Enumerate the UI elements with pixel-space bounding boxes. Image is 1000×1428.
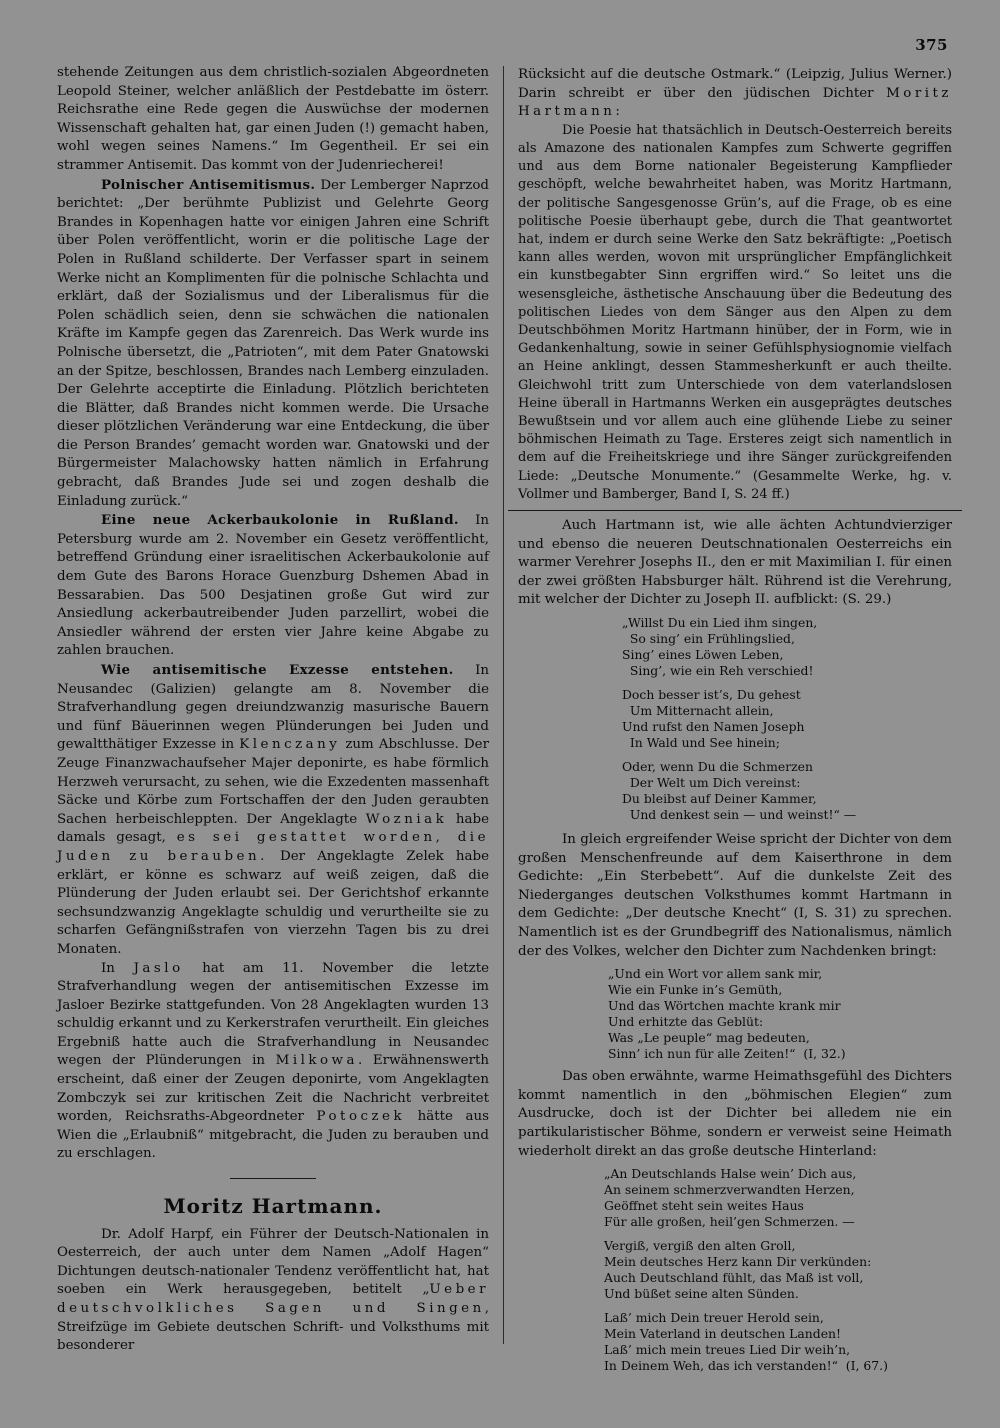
poem-line: Laß’ mich mein treues Lied Dir weih’n,	[604, 1342, 851, 1358]
poem-stanza	[622, 687, 952, 751]
headline-moritz-hartmann: Moritz Hartmann.	[163, 1194, 383, 1219]
poem-line: „Willst Du ein Lied ihm singen,	[622, 615, 818, 631]
spaced-place-name: Klenczany	[239, 737, 341, 753]
article-text: . Erwähnenswerth erscheint, daß einer der Zeugen deponirte, vom Angeklagten Zombczyk sei zur kritischen Zeit die Nachricht verbreitet worden, Reichsraths-Abgeordneter	[57, 1053, 489, 1125]
poem-stanza	[604, 1238, 952, 1302]
spaced-place-name: Jaslo	[133, 960, 184, 976]
poem-line: Für alle großen, heil’gen Schmerzen. —	[604, 1214, 855, 1230]
poem-le-peuple	[518, 966, 952, 1062]
paragraph-steiner: stehende Zeitungen aus dem christlich-sozialen Abgeordneten Leopold Steiner, welcher anläßlich der Pestdebatte im österr. Reichsrathe eine Rede gegen die Auswüchse der modernen Wissenschaft gehalten hat, gar einen Juden (!) gemacht haben, wohl wegen seines Namens.“ Im Gegentheil. Er sei ein strammer Antisemit. Das kommt von der Judenriecherei!	[57, 65, 489, 173]
paragraph-jaslo	[57, 960, 489, 1165]
poem-line: Und das Wörtchen machte krank mir	[608, 998, 841, 1014]
poem-line: Mein deutsches Herz kann Dir verkünden:	[604, 1254, 872, 1270]
article-polish-antisemitism	[57, 176, 489, 512]
poem-line: Der Welt um Dich vereinst:	[622, 775, 801, 791]
article-text: hätte aus Wien die „Erlaubniß“ mitgebracht, die Juden zu berauben und zu erschlagen.	[57, 1109, 489, 1162]
section-title-antisemitic-excesses: Wie antisemitische Exzesse entstehen.	[101, 662, 454, 678]
poem-line: Oder, wenn Du die Schmerzen	[622, 759, 813, 775]
paragraph-heimath: Das oben erwähnte, warme Heimathsgefühl des Dichters kommt namentlich in den „böhmischen Elegien“ zum Ausdrucke, doch ist der Dichter bei alledem nie ein partikularistischer Böhme, sondern er verweist seine Heimath wiederholt direkt an das große deutsche Hinterland:	[518, 1069, 952, 1159]
article-text: Rücksicht auf die deutsche Ostmark.“ (Leipzig, Julius Werner.) Darin schreibt er über den jüdischen Dichter	[518, 67, 952, 101]
poem-line: Wie ein Funke in’s Gemüth,	[608, 982, 783, 998]
poem-line-with-citation	[604, 1358, 952, 1374]
spaced-person-name: Moritz Hartmann	[518, 85, 952, 120]
poem-line: Sing’ eines Löwen Leben,	[622, 647, 784, 663]
poem-joseph	[518, 615, 952, 823]
poem-line: Und denkest sein — und weinst!“ —	[622, 807, 857, 823]
citation: (I, 32.)	[795, 1046, 846, 1062]
article-text: Dr. Adolf Harpf, ein Führer der Deutsch-Nationalen in Oesterreich, der auch unter dem Namen „Adolf Hagen“ Dichtungen deutsch-nationaler Tendenz veröffentlicht hat, hat soeben ein Werk herausgegeben, betitelt „	[57, 1226, 489, 1298]
poem-stanza	[622, 759, 952, 823]
poem-line: „Und ein Wort vor allem sank mir,	[608, 966, 823, 982]
poem-line: Und büßet seine alten Sünden.	[604, 1286, 799, 1302]
horizontal-rule	[508, 510, 962, 511]
poem-line: „An Deutschlands Halse wein’ Dich aus,	[604, 1166, 857, 1182]
poem-line: Laß’ mich Dein treuer Herold sein,	[604, 1310, 824, 1326]
poem-line: In Deinem Weh, das ich verstanden!“	[604, 1358, 838, 1374]
poem-line: Du bleibst auf Deiner Kammer,	[622, 791, 817, 807]
page-number: 375	[915, 36, 948, 54]
poem-line: Geöffnet steht sein weites Haus	[604, 1198, 804, 1214]
poem-line: Mein Vaterland in deutschen Landen!	[604, 1326, 841, 1342]
section-title-polish-antisemitism: Polnischer Antisemitismus.	[101, 176, 316, 193]
spaced-quote: es sei gestattet worden, die Juden zu berauben.	[57, 830, 489, 864]
article-text: :	[615, 104, 620, 120]
poem-line: Vergiß, vergiß den alten Groll,	[604, 1238, 796, 1254]
article-text: hat am 11. November die letzte Strafverhandlung wegen der antisemitischen Exzesse im Jasloer Bezirke stattgefunden. Von 28 Angeklagten wurden 13 schuldig erkannt und zu Kerkerstrafen verurtheilt. Ein gleiches Ergebniß hatte auch die Strafverhandlung in Neusandec wegen der Plünderungen in	[57, 960, 489, 1069]
paragraph-ostmark	[518, 66, 952, 122]
section-title-agricultural-colony: Eine neue Ackerbaukolonie in Rußland.	[101, 512, 459, 529]
spaced-book-title: Ueber deutschvolkliches Sagen und Singen	[57, 1282, 489, 1316]
poem-line: Sing’, wie ein Reh verschied!	[622, 663, 814, 679]
poem-line: An seinem schmerzverwandten Herzen,	[604, 1182, 855, 1198]
section-divider	[230, 1178, 316, 1179]
poem-line: Um Mitternacht allein,	[622, 703, 774, 719]
article-text: , Streifzüge im Gebiete deutschen Schrift- und Volksthums mit besonderer	[57, 1301, 489, 1354]
poem-line: In Wald und See hinein;	[622, 735, 780, 751]
poem-line: Und erhitzte das Geblüt:	[608, 1014, 764, 1030]
article-text: In Neusandec (Galizien) gelangte am 8. November die Strafverhandlung gegen dreiundzwanzig masurische Bauern und fünf Bäuerinnen wegen Plünderungen bei Juden und gewaltthätiger Exzesse in	[57, 663, 489, 753]
spaced-person-name: Wozniak	[365, 811, 448, 827]
paragraph-joseph: Auch Hartmann ist, wie alle ächten Achtundvierziger und ebenso die neueren Deutschnationalen Oesterreichs ein warmer Verehrer Josephs II., den er mit Maximilian I. für einen der zwei größten Habsburger hält. Rührend ist die Verehrung, mit welcher der Dichter zu Joseph II. aufblickt: (S. 29.)	[518, 518, 952, 608]
poem-line: Sinn’ ich nun für alle Zeiten!“	[608, 1046, 796, 1062]
article-antisemitic-excesses	[57, 661, 489, 960]
article-text: Der Lemberger Naprzod berichtet: „Der berühmte Publizist und Gelehrte Georg Brandes in Kopenhagen hatte vor einigen Jahren eine Schrift über Polen veröffentlicht, worin er die politische Lage der Polen in Rußland schilderte. Der Verfasser spart in seinem Werke nicht an Komplimenten für die polnische Schlachta und erklärt, daß der Sozialismus und der Liberalismus für die Polen schädlich seien, denn sie schwächen die nationalen Kräfte im Kampfe gegen das Zarenreich. Das Werk wurde ins Polnische übersetzt, die „Patrioten“, mit dem Pater Gnatowski an der Spitze, beschlossen, Brandes nach Lemberg einzuladen. Der Gelehrte acceptirte die Einladung. Plötzlich berichteten die Blätter, daß Brandes nicht kommen werde. Die Ursache dieser plötzlichen Veränderung war eine Entdeckung, die über die Person Brandes’ gemacht worden war. Gnatowski und der Bürgermeister Malachowsky hatten nämlich in Erfahrung gebracht, daß Brandes Jude sei und zogen deshalb die Einladung zurück.“	[57, 177, 489, 509]
paragraph-harpf	[57, 1226, 489, 1356]
poem-line: So sing’ ein Frühlingslied,	[622, 631, 795, 647]
left-column	[57, 64, 489, 1356]
poem-line: Doch besser ist’s, Du gehest	[622, 687, 801, 703]
poem-line: Und rufst den Namen Joseph	[622, 719, 805, 735]
article-text: zum Abschlusse. Der Zeuge Finanzwachaufseher Majer deponirte, es habe förmlich Herzweh verursacht, zu sehen, wie die Exzedenten massenhaft Säcke und Körbe zum Fortschaffen der den Juden geraubten Sachen herbeischleppten. Der Angeklagte	[57, 737, 489, 827]
article-text: habe damals gesagt,	[57, 811, 489, 846]
citation: (I, 67.)	[837, 1358, 888, 1374]
poem-stanza	[622, 615, 952, 679]
right-column	[518, 66, 952, 1382]
article-agricultural-colony	[57, 511, 489, 661]
column-divider	[503, 66, 504, 1344]
poem-line: Auch Deutschland fühlt, das Maß ist voll,	[604, 1270, 864, 1286]
poem-stanza	[604, 1310, 952, 1374]
poem-stanza	[604, 1166, 952, 1230]
poem-line: Was „Le peuple“ mag bedeuten,	[608, 1030, 810, 1046]
quoted-prose: Die Poesie hat thatsächlich in Deutsch-Oesterreich bereits als Amazone des nationalen Kampfes zum Schwerte gegriffen und aus dem Borne nationaler Begeisterung Kampflieder geschöpft, welche bewahrheitet haben, was Moritz Hartmann, der politische Sangesgenosse Grün’s, auf die Frage, ob es eine politische Poesie überhaupt gebe, durch die That geantwortet hat, indem er durch seine Werke den Satz bekräftigte: „Poetisch kann alles werden, wovon mit ursprünglicher Empfänglichkeit ein kunstbegabter Sinn ergriffen wird.“ So leitet uns die wesensgleiche, ästhetische Anschauung über die Bedeutung des politischen Liedes von dem Sänger aus den Alpen zu dem Deutschböhmen Moritz Hartmann hinüber, der in Form, wie in Gedankenhaltung, sowie in seiner Gefühlsphysiognomie vielfach an Heine anklingt, dessen Stammesherkunft er auch theilte. Gleichwohl tritt zum Unterschiede von dem vaterlandslosen Heine überall in Hartmanns Werken ein ausgeprägtes deutsches Bewußtsein und vor allem auch eine glühende Liebe zu seiner böhmischen Heimath zu Tage. Ersteres zeigt sich namentlich in dem auf die Freiheitskriege und ihre Sänger zurückgreifenden Liede: „Deutsche Monumente.“ (Gesammelte Werke, hg. v. Vollmer und Bamberger, Band I, S. 24 ff.)	[518, 122, 952, 502]
article-text: In	[101, 960, 134, 976]
spaced-person-name: Potoczek	[316, 1109, 406, 1125]
spaced-place-name: Milkowa	[275, 1053, 359, 1069]
paragraph-sterbebett: In gleich ergreifender Weise spricht der Dichter von dem großen Menschenfreunde auf dem Kaiserthrone in dem Gedichte: „Ein Sterbebett“. Auf die dunkelste Zeit des Niederganges deutschen Volksthumes kommt Hartmann in dem Gedichte: „Der deutsche Knecht“ (I, S. 31) zu sprechen. Namentlich ist es der Grundbegriff des Nationalismus, nämlich der des Volkes, welcher den Dichter zum Nachdenken bringt:	[518, 832, 952, 959]
article-text: In Petersburg wurde am 2. November ein Gesetz veröffentlicht, betreffend Gründung einer israelitischen Ackerbaukolonie auf dem Gute des Barons Horace Guenzburg Dshemen Abad in Bessarabien. Das 500 Desjatinen große Gut wird zur Ansiedlung ackerbautreibender Juden parzellirt, wobei die Ansiedler während der ersten vier Jahre keine Abgabe zu zahlen brauchen.	[57, 513, 489, 659]
poem-deutschland	[518, 1166, 952, 1374]
poem-line-with-citation	[608, 1046, 952, 1062]
article-text: Der Angeklagte Zelek habe erklärt, er könne es schwarz auf weiß zeigen, daß die Plünderung der Juden erlaubt sei. Der Gerichtshof erkannte sechsundzwanzig Angeklagte schuldig und verurtheilte sie zu scharfen Gefängnißstrafen von vierzehn Tagen bis zu drei Monaten.	[57, 848, 489, 957]
